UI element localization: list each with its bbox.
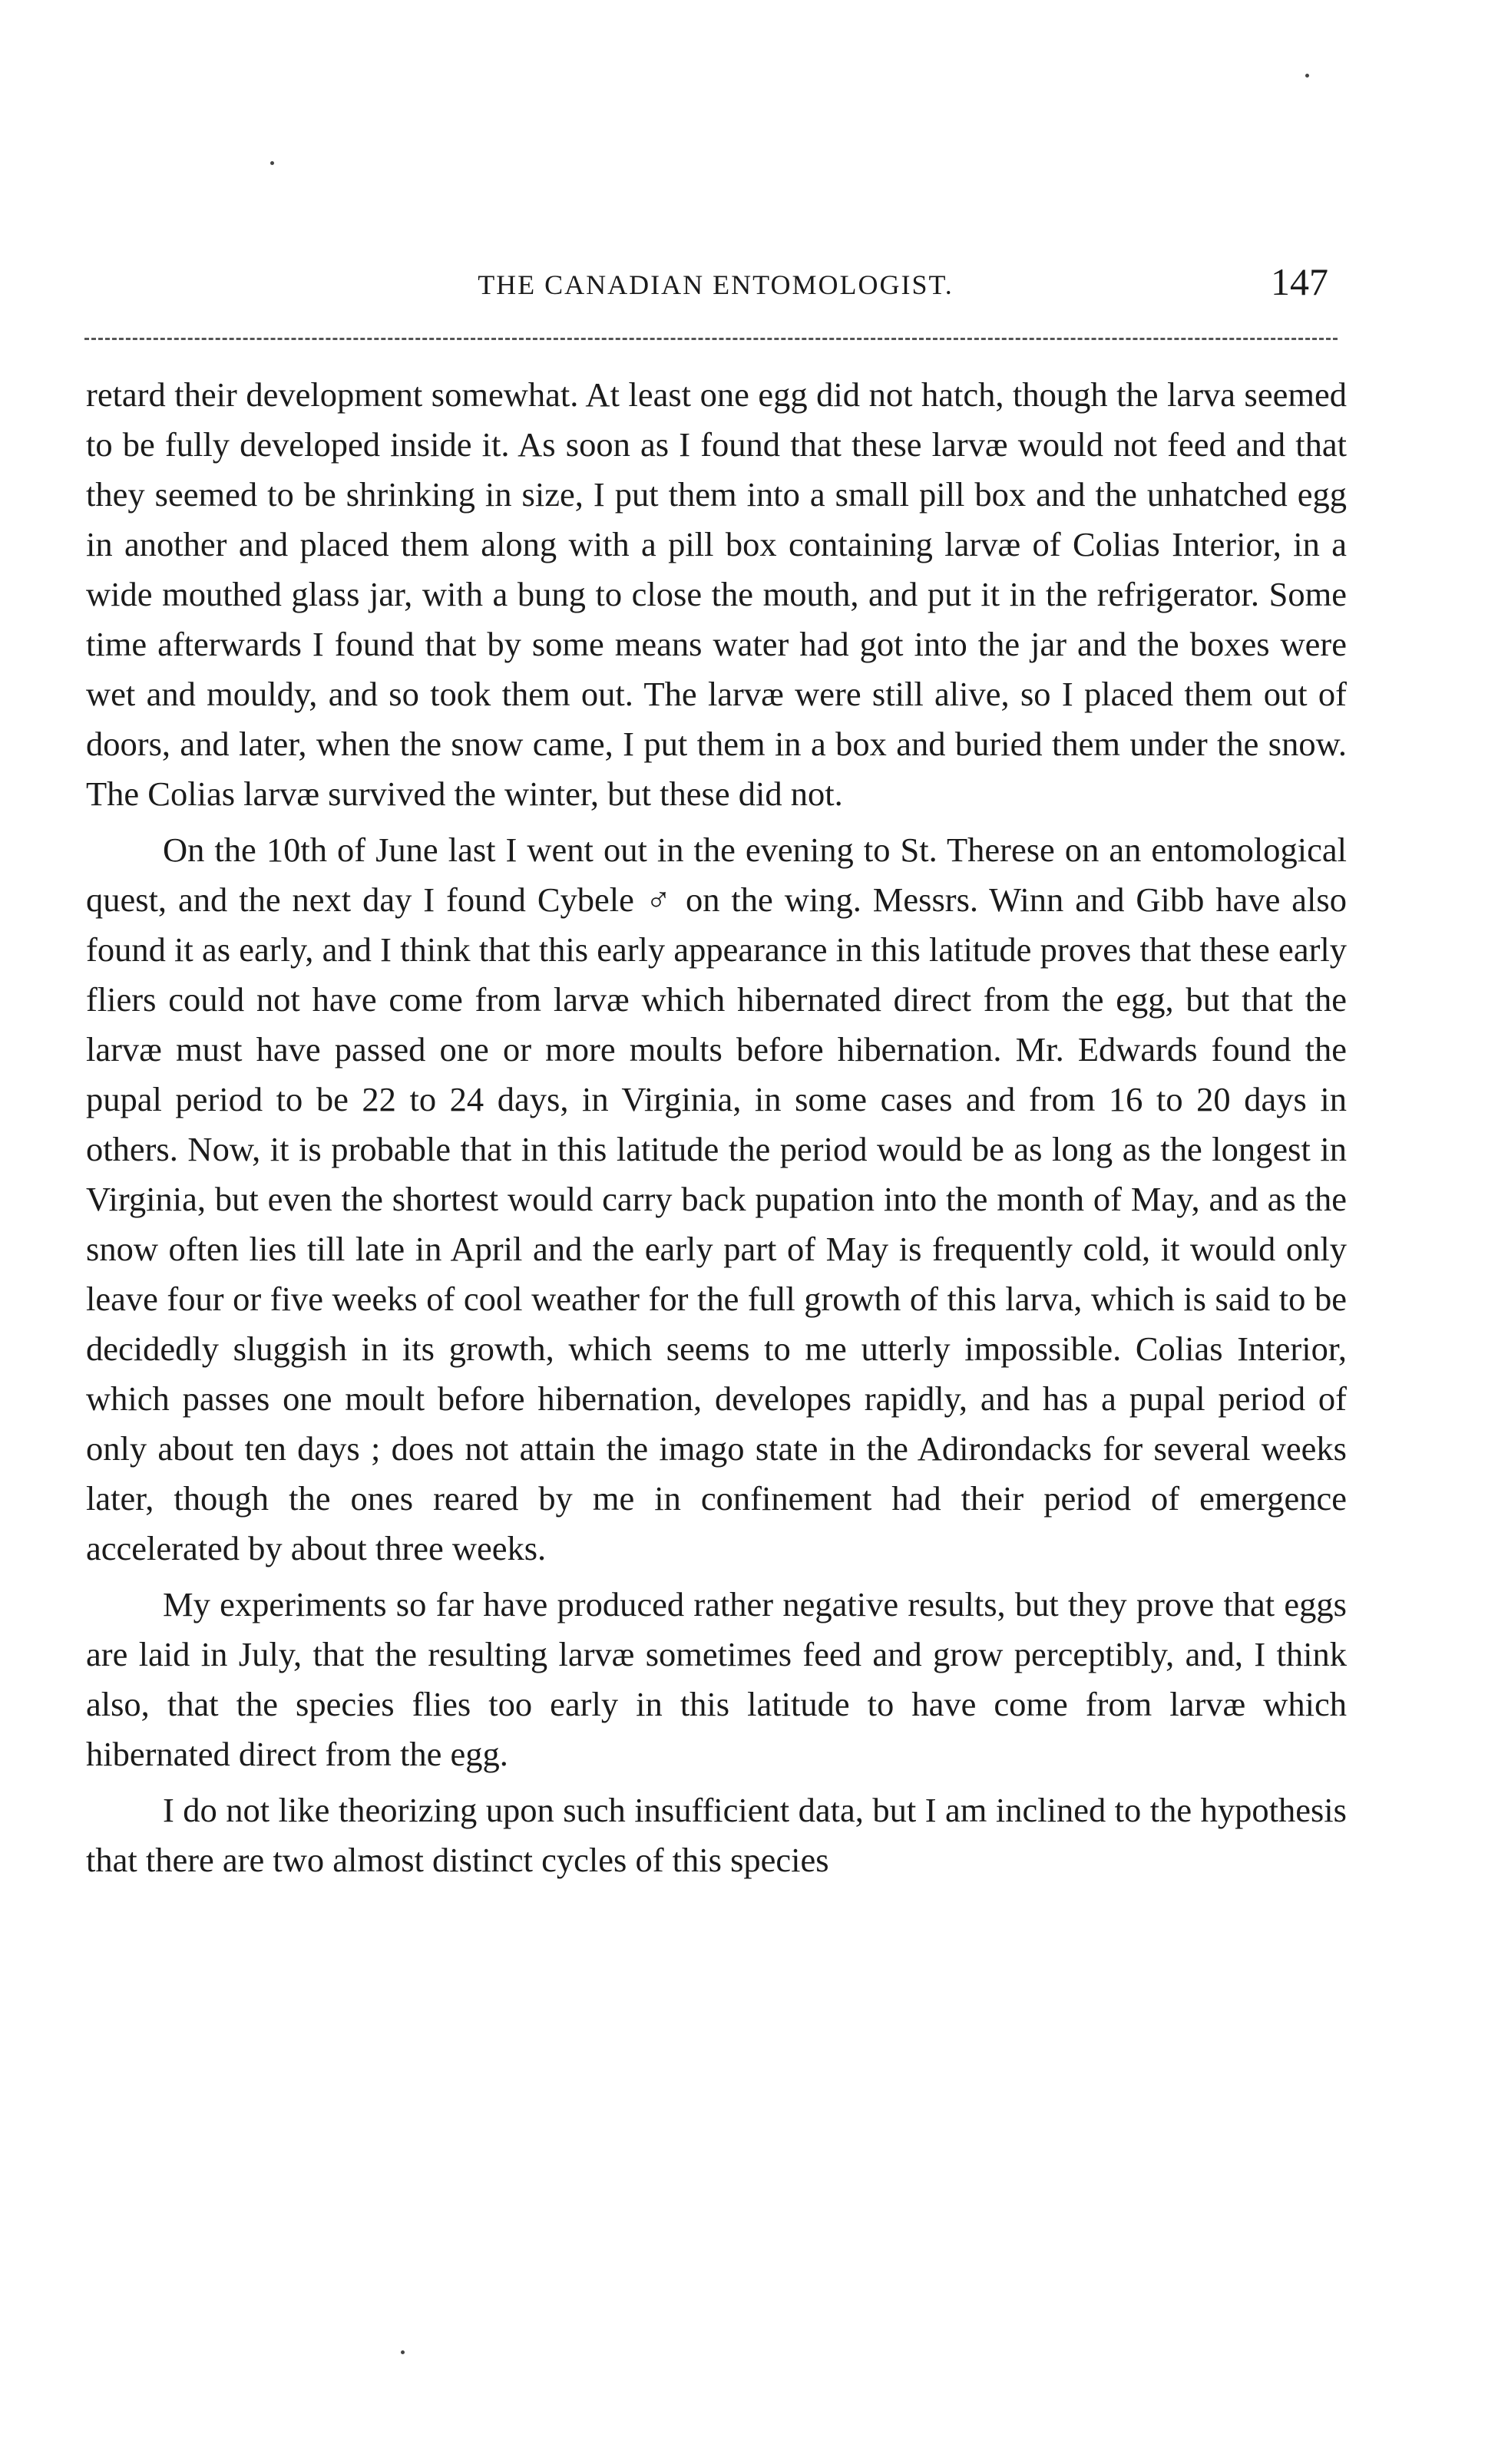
page-header <box>86 260 1345 322</box>
ink-speck <box>270 161 274 165</box>
header-rule <box>84 338 1338 340</box>
paragraph-1: retard their development somewhat. At least one egg did not hatch, though the larva seemed to be fully developed inside it. As soon as I found that these larvæ would not feed and that they seemed to be shrinking in size, I put them into a small pill box and the unhatched egg in another and placed them along with a pill box containing larvæ of Colias Interior, in a wide mouthed glass jar, with a bung to close the mouth, and put it in the refrigerator. Some time afterwards I found that by some means water had got into the jar and the boxes were wet and mouldy, and so took them out. The larvæ were still alive, so I placed them out of doors, and later, when the snow came, I put them in a box and buried them under the snow. The Colias larvæ survived the winter, but these did not. <box>86 375 1347 813</box>
running-head: THE CANADIAN ENTOMOLOGIST. <box>478 269 954 300</box>
ink-speck <box>401 2350 405 2354</box>
paragraph-3: My experiments so far have produced rather negative results, but they prove that eggs are laid in July, that the resulting larvæ sometimes feed and grow perceptibly, and, I think also, that the species flies too early in this latitude to have come from larvæ which hibernated direct from the egg. <box>86 1585 1347 1773</box>
page-number: 147 <box>1271 260 1328 303</box>
body-text <box>86 370 1347 1885</box>
paragraph-4: I do not like theorizing upon such insufficient data, but I am inclined to the hypothesis that there are two almost distinct cycles of this species <box>86 1791 1347 1879</box>
ink-speck <box>1305 74 1309 78</box>
paragraph-2: On the 10th of June last I went out in the evening to St. Therese on an entomological quest, and the next day I found Cybele ♂ on the wing. Messrs. Winn and Gibb have also found it as early, and I think that this early appearance in this latitude proves that these early fliers could not have come from larvæ which hibernated direct from the egg, but that the larvæ must have passed one or more moults before hibernation. Mr. Edwards found the pupal period to be 22 to 24 days, in Virginia, in some cases and from 16 to 20 days in others. Now, it is probable that in this latitude the period would be as long as the longest in Virginia, but even the shortest would carry back pupation into the month of May, and as the snow often lies till late in April and the early part of May is frequently cold, it would only leave four or five weeks of cool weather for the full growth of this larva, which is said to be decidedly sluggish in its growth, which seems to me utterly impossible. Colias Interior, which passes one moult before hibernation, developes rapidly, and has a pupal period of only about ten days ; does not attain the imago state in the Adirondacks for several weeks later, though the ones reared by me in confinement had their period of emergence accelerated by about three weeks. <box>86 831 1347 1567</box>
